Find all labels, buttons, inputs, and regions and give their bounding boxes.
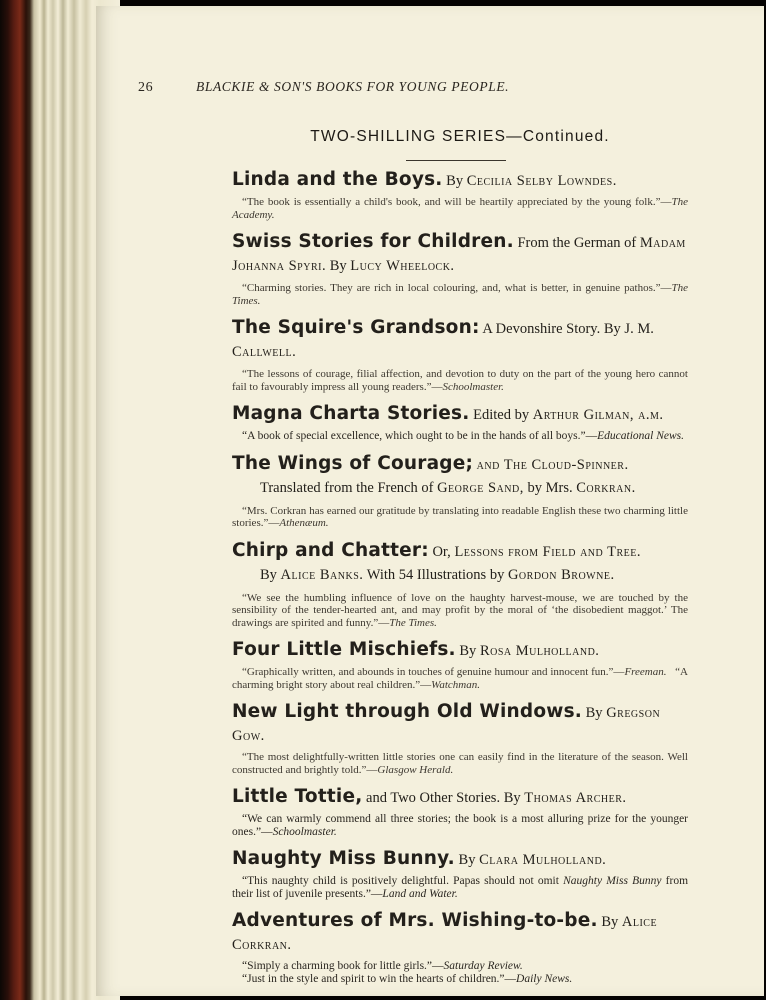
book-author: Clara Mulholland. bbox=[479, 852, 607, 868]
quote-text: “The lessons of courage, filial affection, and devotion to duty on the part of the young hero cannot fail to favourably impress all young readers.”— bbox=[232, 368, 688, 393]
book-heading bbox=[232, 539, 688, 587]
book-title: Swiss Stories for Children. bbox=[232, 231, 514, 252]
book-author: Rosa Mulholland. bbox=[479, 643, 600, 659]
book-title: Magna Charta Stories. bbox=[232, 403, 470, 424]
book-heading bbox=[232, 700, 688, 748]
review-quote bbox=[232, 960, 688, 973]
quote-source: Schoolmaster. bbox=[272, 825, 337, 838]
running-head bbox=[138, 79, 678, 96]
book-entry bbox=[232, 168, 688, 221]
book-entry bbox=[232, 638, 688, 691]
book-editor: Arthur Gilman, a.m. bbox=[532, 407, 664, 423]
original-author: George Sand, bbox=[437, 479, 524, 496]
book-entry bbox=[232, 452, 688, 530]
book-title: New Light through Old Windows. bbox=[232, 701, 583, 722]
heading-continuation bbox=[232, 477, 688, 500]
book-subtitle: and Two Other Stories. bbox=[366, 790, 501, 806]
title-rule bbox=[406, 160, 506, 161]
book-title: Chirp and Chatter: bbox=[232, 539, 429, 561]
review-quote bbox=[232, 505, 688, 530]
book-title: Little Tottie, bbox=[232, 786, 363, 807]
book-subtitle: A Devonshire Story. bbox=[482, 321, 601, 337]
quote-source: The Academy. bbox=[232, 196, 688, 221]
book-title: Linda and the Boys. bbox=[232, 169, 443, 190]
book-author: Gregson Gow. bbox=[232, 705, 661, 744]
quote-text: “We see the humbling influence of love on the haughty harvest-mouse, we are touched by the sensibility of the tender-hearted ant, and may profit by the moral of ‘the disobedient maggot.’ The drawings are spirited and funny.”— bbox=[232, 591, 688, 629]
quote-source: The Times. bbox=[232, 282, 688, 307]
book-title: Four Little Mischiefs. bbox=[232, 639, 456, 660]
book-heading bbox=[232, 909, 688, 957]
book-entry bbox=[232, 700, 688, 776]
book-entry bbox=[232, 785, 688, 838]
by-text: By bbox=[459, 643, 477, 659]
review-quote bbox=[232, 430, 688, 443]
quote-text-continued: from their list of juvenile presents.”— bbox=[232, 875, 689, 900]
quote-text-2: “A charming bright story about real children.”— bbox=[232, 666, 688, 691]
quote-source: Freeman. bbox=[624, 666, 667, 678]
page-number: 26 bbox=[138, 80, 154, 95]
book-entry bbox=[232, 402, 688, 443]
book-heading bbox=[232, 316, 688, 364]
book-author: Cecilia Selby Lowndes. bbox=[466, 173, 617, 189]
book-entry bbox=[232, 230, 688, 307]
book-subtitle: Lessons from Field and Tree. bbox=[454, 543, 641, 560]
book-author: Thomas Archer. bbox=[524, 790, 627, 806]
review-quote bbox=[232, 592, 688, 630]
review-quote bbox=[232, 368, 688, 393]
by-text: By bbox=[603, 321, 621, 337]
book-heading bbox=[232, 168, 688, 193]
quote-source: Glasgow Herald. bbox=[377, 763, 454, 776]
translator: Corkran. bbox=[576, 479, 636, 496]
quote-text: “Mrs. Corkran has earned our gratitude by translating into readable English these two charming little stories.”— bbox=[232, 504, 688, 529]
author-initials: J. M. bbox=[624, 321, 654, 337]
from-text: From the German of bbox=[517, 235, 637, 251]
by-text: By bbox=[329, 258, 347, 274]
by-text: By bbox=[446, 173, 464, 189]
book-heading bbox=[232, 452, 688, 500]
by-text: by Mrs. bbox=[527, 479, 573, 496]
quote-text: “This naughty child is positively delightful. Papas should not omit bbox=[242, 875, 559, 887]
by-text: By bbox=[585, 705, 603, 721]
book-title: Naughty Miss Bunny. bbox=[232, 848, 455, 869]
review-quote bbox=[232, 813, 688, 838]
book-entry bbox=[232, 316, 688, 393]
quote-source: Schoolmaster. bbox=[442, 380, 504, 393]
review-quote bbox=[232, 666, 688, 691]
quote-text: “Graphically written, and abounds in touches of genuine humour and innocent fun.”— bbox=[242, 666, 625, 678]
edited-text: Edited by bbox=[473, 407, 530, 423]
book-heading bbox=[232, 638, 688, 663]
quote-source: Saturday Review. bbox=[443, 960, 523, 972]
book-heading bbox=[232, 847, 688, 872]
illustrator: Gordon Browne. bbox=[507, 566, 615, 583]
illustrations-text: With 54 Illustrations by bbox=[366, 566, 505, 583]
or-text: Or, bbox=[432, 543, 451, 560]
book-heading bbox=[232, 230, 688, 278]
review-quote-2 bbox=[232, 973, 688, 986]
quote-source: Land and Water. bbox=[382, 887, 458, 900]
by-text: By bbox=[503, 790, 521, 806]
by-text: By bbox=[601, 914, 619, 930]
quote-text: “A book of special excellence, which ought to be in the hands of all boys.”— bbox=[242, 430, 598, 442]
book-entry bbox=[232, 539, 688, 630]
translator: Lucy Wheelock. bbox=[350, 258, 455, 274]
book-list bbox=[232, 168, 688, 985]
review-quote bbox=[232, 875, 688, 900]
quote-text: “Charming stories. They are rich in local colouring, and, what is better, in genuine pathos.”— bbox=[242, 282, 672, 294]
section-title: TWO-SHILLING SERIES—Continued. bbox=[310, 128, 610, 145]
quote-text: “The most delightfully-written little stories one can easily find in the literature of the season. Well constructed and brightly told.”— bbox=[232, 751, 688, 776]
book-entry bbox=[232, 847, 688, 900]
quote-source: Educational News. bbox=[597, 430, 685, 442]
quote-source: The Times. bbox=[389, 616, 437, 629]
book-heading bbox=[232, 402, 688, 427]
heading-continuation bbox=[232, 564, 688, 587]
review-quote bbox=[232, 751, 688, 776]
book-title: The Wings of Courage; bbox=[232, 452, 474, 474]
book-heading bbox=[232, 785, 688, 810]
by-text: By bbox=[260, 566, 277, 583]
translated-text: Translated from the French of bbox=[260, 479, 434, 496]
review-quote bbox=[232, 282, 688, 307]
companion-title: and The Cloud-Spinner. bbox=[476, 456, 629, 473]
original-author: Madam Johanna Spyri. bbox=[232, 235, 686, 274]
quote-source-2: Daily News. bbox=[516, 972, 573, 985]
book-author: Alice Banks. bbox=[280, 566, 364, 583]
quote-source: Athenæum. bbox=[279, 517, 329, 529]
review-quote bbox=[232, 196, 688, 221]
quote-text: “The book is essentially a child's book, and will be heartily appreciated by the young folk.”— bbox=[242, 196, 672, 208]
book-title: The Squire's Grandson: bbox=[232, 317, 480, 338]
by-text: By bbox=[458, 852, 476, 868]
quote-text: “Simply a charming book for little girls.”— bbox=[242, 960, 444, 972]
quote-source-2: Watchman. bbox=[431, 678, 480, 691]
quote-text-2: “Just in the style and spirit to win the hearts of children.”— bbox=[242, 972, 517, 985]
book-entry bbox=[232, 909, 688, 985]
book-author: Alice Corkran. bbox=[232, 914, 658, 953]
book-title: Adventures of Mrs. Wishing-to-be. bbox=[232, 910, 598, 931]
quote-text: “We can warmly commend all three stories; the book is a most alluring prize for the younger ones.”— bbox=[232, 813, 688, 838]
running-title: BLACKIE & SON'S BOOKS FOR YOUNG PEOPLE. bbox=[196, 79, 510, 94]
quoted-book-title: Naughty Miss Bunny bbox=[563, 875, 662, 887]
book-author: Callwell. bbox=[232, 344, 297, 360]
